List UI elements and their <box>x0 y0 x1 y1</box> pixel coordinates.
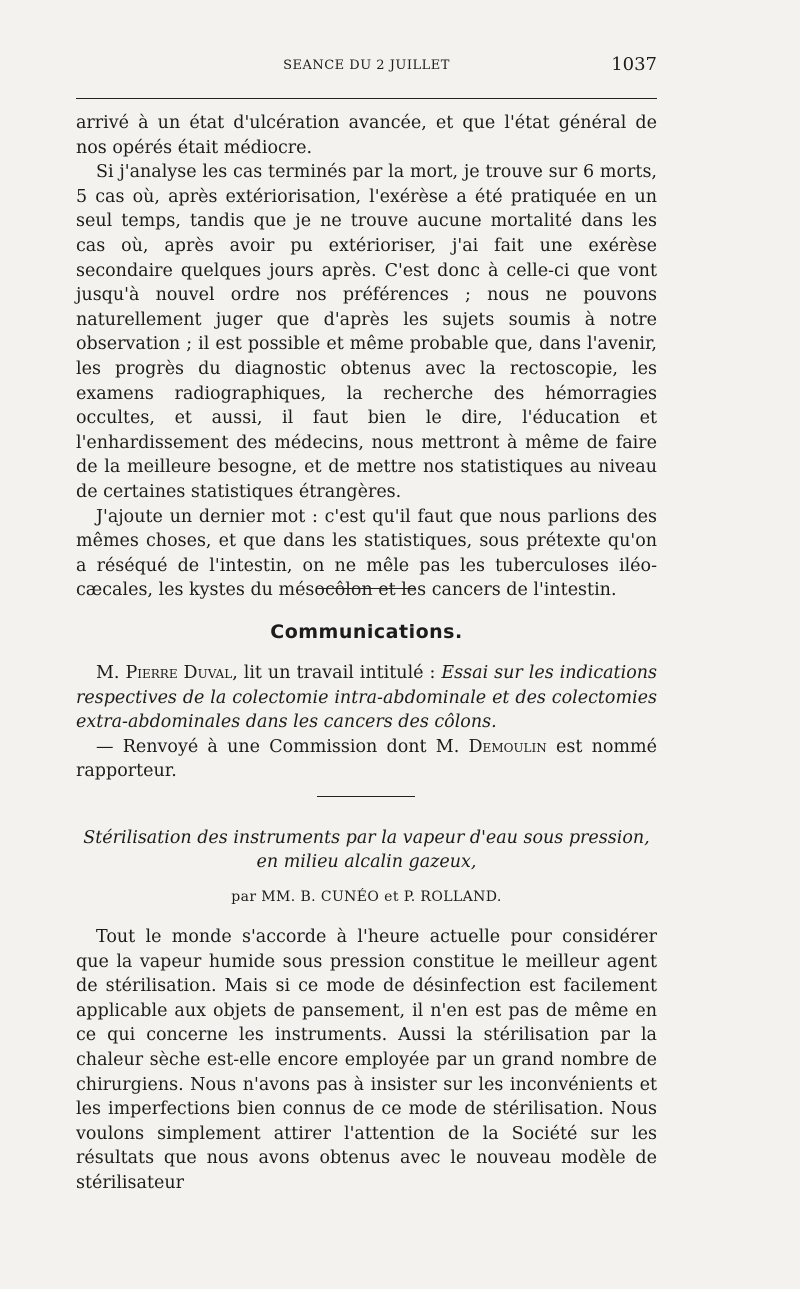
communication-paragraph <box>76 661 657 735</box>
running-header <box>76 54 657 84</box>
running-title: SEANCE DU 2 JUILLET <box>283 58 450 73</box>
section-separator <box>317 796 415 797</box>
paragraph: J'ajoute un dernier mot : c'est qu'il faut que nous parlions des mêmes choses, et que dans les statistiques, sous prétexte qu'on a réséqué de l'intestin, on ne mêle pas les tuberculoses iléo-cæcales, les kystes du mésocôlon et les cancers de l'intestin. <box>76 506 657 601</box>
paragraph: Tout le monde s'accorde à l'heure actuelle pour considérer que la vapeur humide sous pression constitue le meilleur agent de stérilisation. Mais si ce mode de désinfection est facilement applicable aux objets de pansement, il n'en est pas de même en ce qui concerne les instruments. Aussi la stérilisation par la chaleur sèche est-elle encore employée par un grand nombre de chirurgiens. Nous n'avons pas à insister sur les inconvénients et les imperfections bien connus de ce mode de stérilisation. Nous voulons simplement attirer l'attention de la Société sur les résultats que nous avons obtenus avec le nouveau modèle de stérilisateur <box>76 927 657 1193</box>
header-rule <box>76 98 657 99</box>
paragraph: Si j'analyse les cas terminés par la mort, je trouve sur 6 morts, 5 cas où, après extériorisation, l'exérèse a été pratiquée en un seul temps, tandis que je ne trouve aucune mortalité dans les cas où, après avoir pu extérioriser, j'ai fait une exérèse secondaire quelques jours après. C'est donc à celle-ci que vont jusqu'à nouvel ordre nos préférences ; nous ne pouvons naturellement juger que d'après les sujets soumis à notre observation ; il est possible et même probable que, dans l'avenir, les progrès du diagnostic obtenus avec la rectoscopie, les examens radiographiques, la recherche des hémorragies occultes, et aussi, il faut bien le dire, l'éducation et l'enhardissement des médecins, nous mettront à même de faire de la meilleure besogne, et de mettre nos statistiques au niveau de certaines statistiques étrangères. <box>76 162 657 502</box>
referral-end: est nommé rapporteur. <box>76 736 657 782</box>
article-title-line: Stérilisation des instruments par la vapeur d'eau sous pression, <box>83 828 650 848</box>
communication-entry <box>76 661 657 784</box>
work-title: Essai sur les indications respectives de la colectomie intra-abdominale et des colectomies extra-abdominales dans les cancers des côlons. <box>76 663 657 733</box>
article-body <box>76 925 657 1196</box>
rapporteur-name: Demoulin <box>468 736 547 757</box>
page-number: 1037 <box>611 54 657 75</box>
communication-lead: , lit un travail intitulé : <box>232 663 436 683</box>
section-heading: Communications. <box>270 621 463 643</box>
article-authors: par MM. B. CUNÉO et P. ROLLAND. <box>231 889 502 905</box>
continuation-text <box>76 111 657 603</box>
section-separator <box>317 588 415 589</box>
article-title <box>76 826 657 874</box>
referral-text: — Renvoyé à une Commission dont M. <box>96 736 460 757</box>
article-title-line: en milieu alcalin gazeux, <box>256 852 477 872</box>
honorific: M. <box>96 663 120 683</box>
author-name: Pierre Duval <box>125 663 233 683</box>
referral-paragraph <box>76 735 657 784</box>
paragraph: arrivé à un état d'ulcération avancée, et que l'état général de nos opérés était médiocre. <box>76 113 657 158</box>
